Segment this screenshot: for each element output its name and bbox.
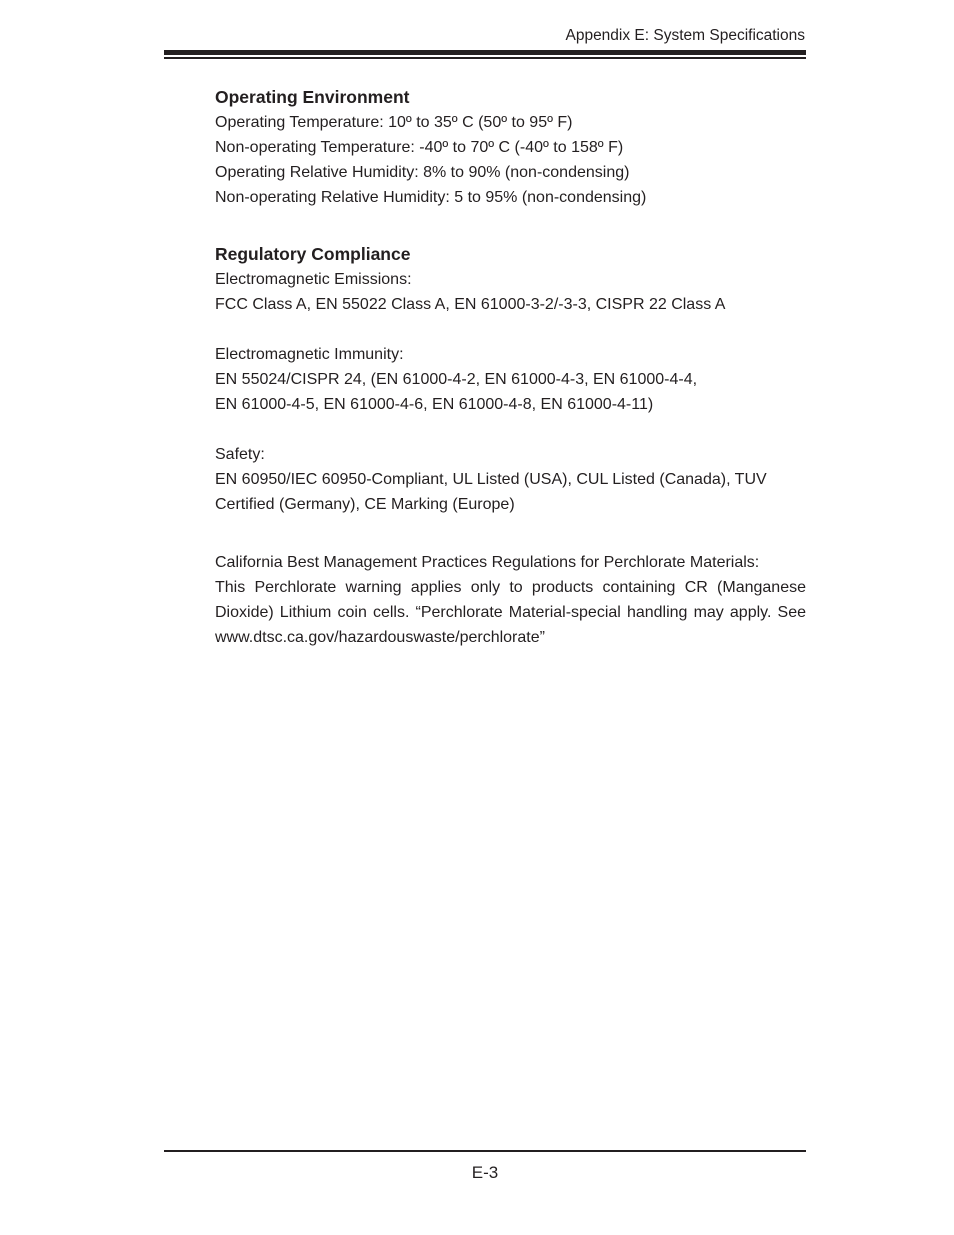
perchlorate-text: This Perchlorate warning applies only to products containing CR (Manganese Dioxide) Lithium coin cells. “Perchlorate Material-special handling may apply. See www.dtsc.ca.gov/hazardouswaste/perchlorate”: [215, 579, 806, 646]
section-spacer: [215, 517, 806, 550]
safety-label: Safety:: [215, 446, 265, 463]
emissions-text: FCC Class A, EN 55022 Class A, EN 61000-3-2/-3-3, CISPR 22 Class A: [215, 296, 726, 313]
perchlorate-label: California Best Management Practices Regulations for Perchlorate Materials:: [215, 554, 760, 571]
operating-environment-section: [215, 86, 806, 210]
section-spacer: [215, 210, 806, 243]
operating-humidity-line: Operating Relative Humidity: 8% to 90% (non-condensing): [215, 164, 630, 181]
emissions-label: Electromagnetic Emissions:: [215, 271, 412, 288]
header-rule-thick: [164, 50, 806, 55]
operating-temperature-line: Operating Temperature: 10º to 35º C (50º to 95º F): [215, 114, 573, 131]
immunity-line-1: EN 55024/CISPR 24, (EN 61000-4-2, EN 61000-4-3, EN 61000-4-4,: [215, 371, 698, 388]
safety-text: EN 60950/IEC 60950-Compliant, UL Listed (USA), CUL Listed (Canada), TUV Certified (Germany), CE Marking (Europe): [215, 471, 767, 513]
immunity-line-2: EN 61000-4-5, EN 61000-4-6, EN 61000-4-8, EN 61000-4-11): [215, 396, 654, 413]
footer-rule: [164, 1150, 806, 1152]
non-operating-humidity-line: Non-operating Relative Humidity: 5 to 95% (non-condensing): [215, 189, 647, 206]
regulatory-compliance-heading: Regulatory Compliance: [215, 244, 411, 264]
operating-environment-heading: Operating Environment: [215, 87, 410, 107]
paragraph-spacer: [215, 417, 806, 442]
regulatory-compliance-section: [215, 243, 806, 517]
header-rule-thin: [164, 57, 806, 59]
page-body: [215, 86, 806, 650]
page-number: E-3: [471, 1163, 499, 1182]
paragraph-spacer: [215, 317, 806, 342]
running-header-title: Appendix E: System Specifications: [565, 27, 805, 44]
perchlorate-section: [215, 550, 806, 650]
immunity-label: Electromagnetic Immunity:: [215, 346, 404, 363]
non-operating-temperature-line: Non-operating Temperature: -40º to 70º C (-40º to 158º F): [215, 139, 624, 156]
